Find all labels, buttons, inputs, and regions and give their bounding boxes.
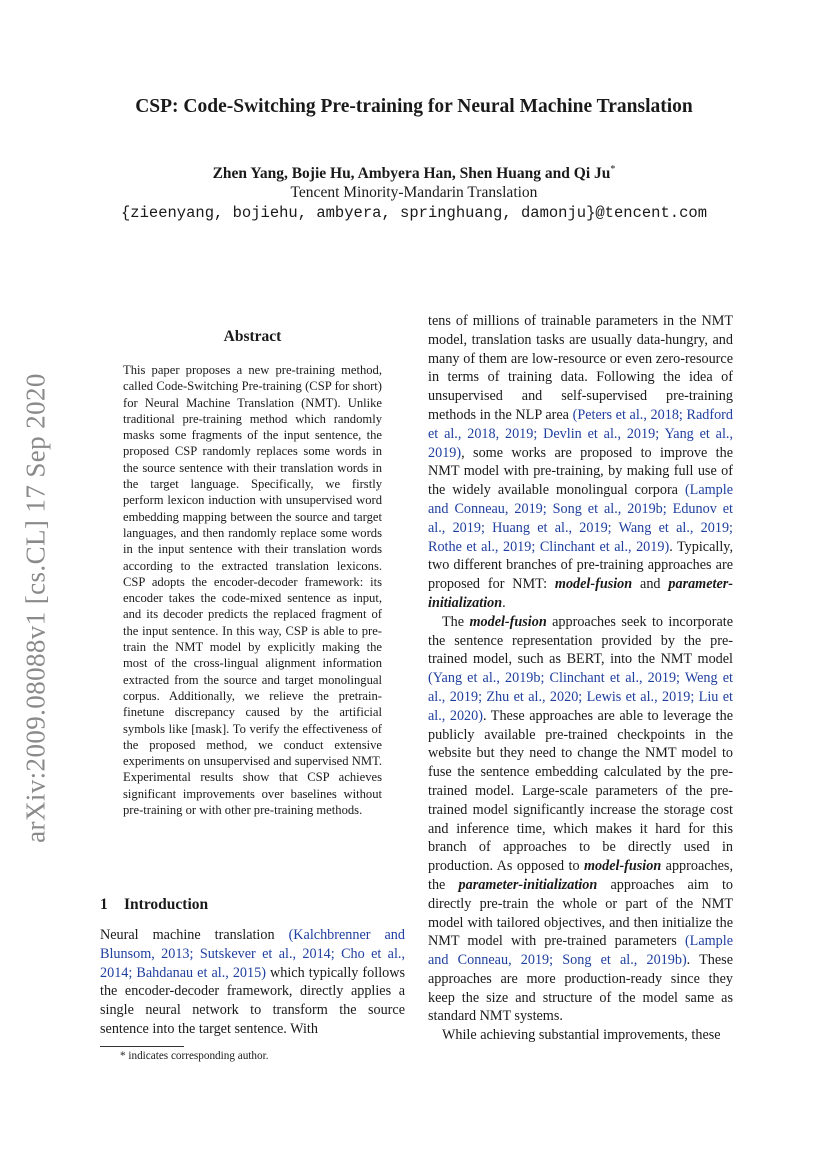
term-model-fusion: model-fusion — [583, 858, 662, 875]
body-text: , some works are proposed to improve the NMT model with pre-training, by making full use of the widely available monolingual corpora — [428, 444, 733, 499]
body-text: . — [502, 594, 506, 611]
author-emails: {zieenyang, bojiehu, ambyera, springhuang, damonju}@tencent.com — [121, 204, 707, 222]
term-model-fusion: model-fusion — [554, 576, 633, 593]
term-parameter-initialization: parameter-initialization — [428, 576, 733, 611]
body-text: . Typically, two different branches of pre-training approaches are proposed for NMT: — [428, 538, 733, 593]
body-text: and — [632, 576, 669, 593]
body-text: approaches seek to incorporate the sentence representation provided by the pre-trained model, such as BERT, into the NMT model — [428, 613, 733, 668]
citation-link[interactable]: (Lample and Conneau, 2019; Song et al., 2019b; Edunov et al., 2019; Huang et al., 2019; Wang et al., 2019; Rothe et al., 2019; Clinchant et al., 2019) — [428, 482, 733, 555]
arxiv-id: arXiv:2009.08088v1 [cs.CL] 17 Sep 2020 — [20, 372, 51, 843]
footnote: * indicates corresponding author. — [120, 1050, 269, 1062]
arxiv-stamp — [20, 365, 52, 850]
abstract-heading: Abstract — [223, 328, 282, 345]
intro-text: Neural machine translation — [100, 927, 289, 943]
body-text: tens of millions of trainable parameters in the NMT model, translation tasks are usually data-hungry, and many of them are low-resource or even zero-resource in terms of training data. Following the idea of unsupervised and self-supervised pre-training methods in the NLP area — [428, 313, 733, 423]
abstract-text: This paper proposes a new pre-training method, called Code-Switching Pre-training (CSP for short) for Neural Machine Translation (NMT). Unlike traditional pre-training method which randomly masks some fragments of the input sentence, the proposed CSP randomly replaces some words in the source sentence with their translation words in the target language. Specifically, we firstly perform lexicon induction with unsupervised word embedding mapping between the source and target languages, and then randomly replace some words in the input sentence with their translation words according to the extracted translation lexicons. CSP adopts the encoder-decoder framework: its encoder takes the code-mixed sentence as input, and its decoder predicts the replaced fragment of the input sentence. In this way, CSP is able to pre-train the NMT model by explicitly making the most of the cross-lingual alignment information extracted from the source and target monolingual corpus. Additionally, we relieve the pretrain-finetune discrepancy caused by the artificial symbols like [mask]. To verify the effectiveness of the proposed method, we conduct extensive experiments on unsupervised and supervised NMT. Experimental results show that CSP achieves significant improvements over baselines without pre-training or with other pre-training methods. — [123, 363, 382, 818]
term-parameter-initialization: parameter-initialization — [458, 876, 598, 893]
citation-link[interactable]: (Peters et al., 2018; Radford et al., 2018, 2019; Devlin et al., 2019; Yang et al., 2019) — [428, 406, 733, 461]
citation-link[interactable]: (Kalchbrenner and Blunsom, 2013; Sutskever et al., 2014; Cho et al., 2014; Bahdanau et al., 2015) — [100, 927, 405, 981]
paper-title: CSP: Code-Switching Pre-training for Neural Machine Translation — [135, 96, 693, 117]
corresponding-author-mark: * — [610, 164, 616, 175]
affiliation: Tencent Minority-Mandarin Translation — [290, 184, 538, 201]
body-text: The — [442, 613, 470, 630]
body-paragraph: While achieving substantial improvements, these — [442, 1027, 721, 1044]
term-model-fusion: model-fusion — [469, 613, 547, 630]
body-text: . These approaches are able to leverage the publicly available pre-trained checkpoints in the website but they need to change the NMT model to fuse the sentence embedding calculated by the pre-trained model. Large-scale parameters of the pre-trained model significantly increase the storage cost and inference time, which makes it hard for this branch of approaches to be directly used in production. As opposed to — [428, 707, 733, 875]
body-paragraph — [428, 613, 733, 1027]
body-text: approaches, the — [428, 858, 734, 893]
body-paragraph — [428, 312, 733, 613]
body-text: approaches aim to directly pre-train the whole or part of the NMT model with tailored objectives, and then initialize the NMT model with pre-trained parameters — [428, 876, 733, 950]
citation-link[interactable]: (Yang et al., 2019b; Clinchant et al., 2019; Weng et al., 2019; Zhu et al., 2020; Lewis et al., 2019; Liu et al., 2020) — [428, 670, 733, 724]
author-names: Zhen Yang, Bojie Hu, Ambyera Han, Shen Huang and Qi Ju — [212, 165, 611, 183]
citation-link[interactable]: (Lample and Conneau, 2019; Song et al., 2019b) — [428, 933, 733, 969]
author-list — [0, 164, 828, 183]
intro-paragraph — [100, 926, 405, 1039]
section-heading-introduction — [100, 896, 208, 914]
right-column — [428, 312, 733, 1045]
footnote-rule — [100, 1046, 184, 1047]
intro-text: which typically follows the encoder-decoder framework, directly applies a single neural network to transform the source sentence into the target sentence. With — [100, 964, 405, 1037]
section-title: Introduction — [124, 896, 209, 913]
section-number: 1 — [100, 896, 108, 913]
body-text: . These approaches are more production-ready since they keep the size and structure of the model same as standard NMT systems. — [428, 952, 733, 1025]
